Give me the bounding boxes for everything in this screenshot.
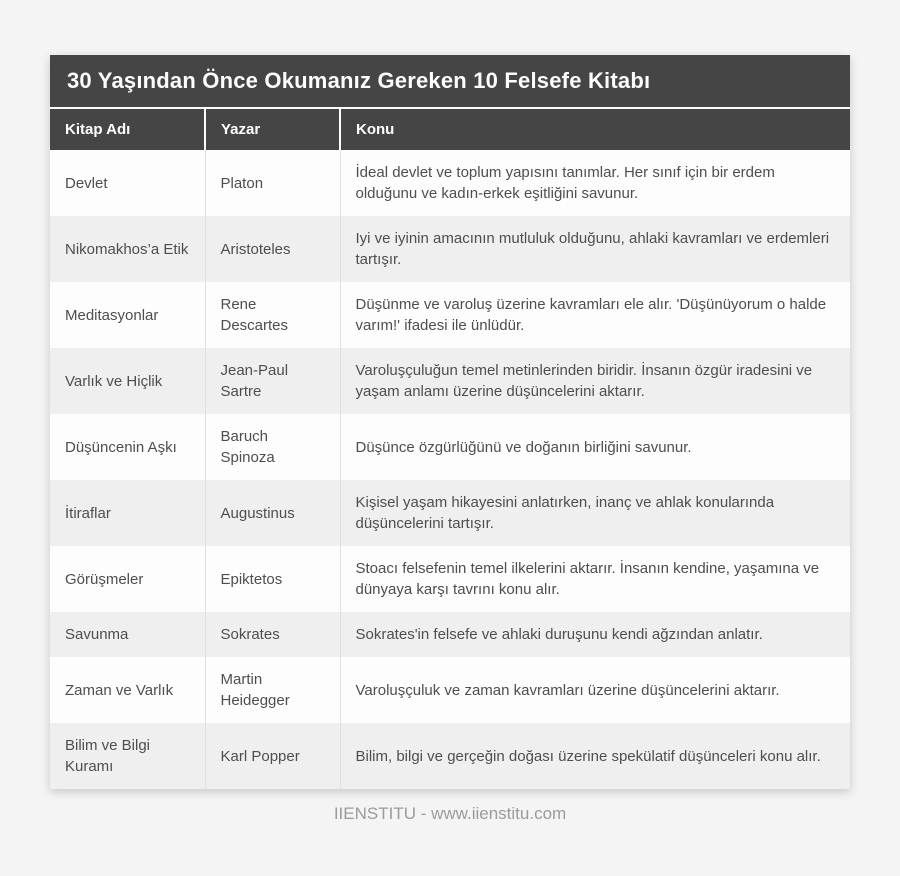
topic-cell: Iyi ve iyinin amacının mutluluk olduğunu, ahlaki kavramları ve erdemleri tartışır. — [340, 216, 850, 282]
book-title-cell: Devlet — [65, 174, 108, 192]
book-title-cell: Bilim ve Bilgi Kuramı — [65, 737, 151, 775]
book-title-cell: Varlık ve Hiçlik — [65, 372, 163, 390]
topic-cell: Bilim, bilgi ve gerçeğin doğası üzerine spekülatif düşünceleri konu alır. — [340, 723, 850, 789]
book-list-card — [50, 55, 850, 789]
topic-cell: Kişisel yaşam hikayesini anlatırken, inanç ve ahlak konularında düşüncelerini tartışır. — [340, 480, 850, 546]
column-header-yazar: Yazar — [205, 109, 340, 150]
author-cell: Baruch Spinoza — [205, 414, 340, 480]
table-body — [50, 150, 850, 789]
book-title-cell: Nikomakhos’a Etik — [65, 240, 189, 258]
author-cell: Epiktetos — [205, 546, 340, 612]
book-title-cell: Görüşmeler — [65, 570, 144, 588]
book-title-cell: Zaman ve Varlık — [65, 681, 174, 699]
author-cell: Jean-Paul Sartre — [205, 348, 340, 414]
author-cell: Augustinus — [205, 480, 340, 546]
table-row — [50, 348, 850, 414]
topic-cell: Düşünce özgürlüğünü ve doğanın birliğini savunur. — [340, 414, 850, 480]
table-row — [50, 546, 850, 612]
table-row — [50, 282, 850, 348]
table-header-row — [50, 109, 850, 150]
books-table — [50, 109, 850, 789]
topic-cell: Stoacı felsefenin temel ilkelerini aktarır. İnsanın kendine, yaşamına ve dünyaya karşı tavrını konu alır. — [340, 546, 850, 612]
author-cell: Rene Descartes — [205, 282, 340, 348]
book-title-cell: Savunma — [65, 626, 129, 643]
book-title-cell: Düşüncenin Aşkı — [65, 438, 177, 456]
column-header-konu: Konu — [340, 109, 850, 150]
author-cell: Aristoteles — [205, 216, 340, 282]
topic-cell: Sokrates'in felsefe ve ahlaki duruşunu kendi ağzından anlatır. — [340, 612, 850, 657]
topic-cell: Varoluşçuluğun temel metinlerinden biridir. İnsanın özgür iradesini ve yaşam anlamı üzerine düşüncelerini aktarır. — [340, 348, 850, 414]
footer-credit: IIENSTITU - www.iienstitu.com — [333, 804, 567, 823]
author-cell: Karl Popper — [205, 723, 340, 789]
table-row — [50, 612, 850, 657]
book-title-cell: Meditasyonlar — [65, 306, 159, 324]
table-row — [50, 216, 850, 282]
author-cell: Sokrates — [205, 612, 340, 657]
table-row — [50, 414, 850, 480]
table-row — [50, 657, 850, 723]
table-row — [50, 150, 850, 216]
topic-cell: Düşünme ve varoluş üzerine kavramları ele alır. 'Düşünüyorum o halde varım!' ifadesi ile ünlüdür. — [340, 282, 850, 348]
column-header-kitap-adi: Kitap Adı — [50, 109, 205, 150]
table-row — [50, 723, 850, 789]
table-row — [50, 480, 850, 546]
table-header — [50, 109, 850, 150]
topic-cell: İdeal devlet ve toplum yapısını tanımlar. Her sınıf için bir erdem olduğunu ve kadın-erkek eşitliğini savunur. — [340, 150, 850, 216]
topic-cell: Varoluşçuluk ve zaman kavramları üzerine düşüncelerini aktarır. — [340, 657, 850, 723]
author-cell: Martin Heidegger — [205, 657, 340, 723]
book-title-cell: İtiraflar — [65, 504, 111, 522]
author-cell: Platon — [205, 150, 340, 216]
page-title: 30 Yaşından Önce Okumanız Gereken 10 Felsefe Kitabı — [50, 55, 850, 109]
